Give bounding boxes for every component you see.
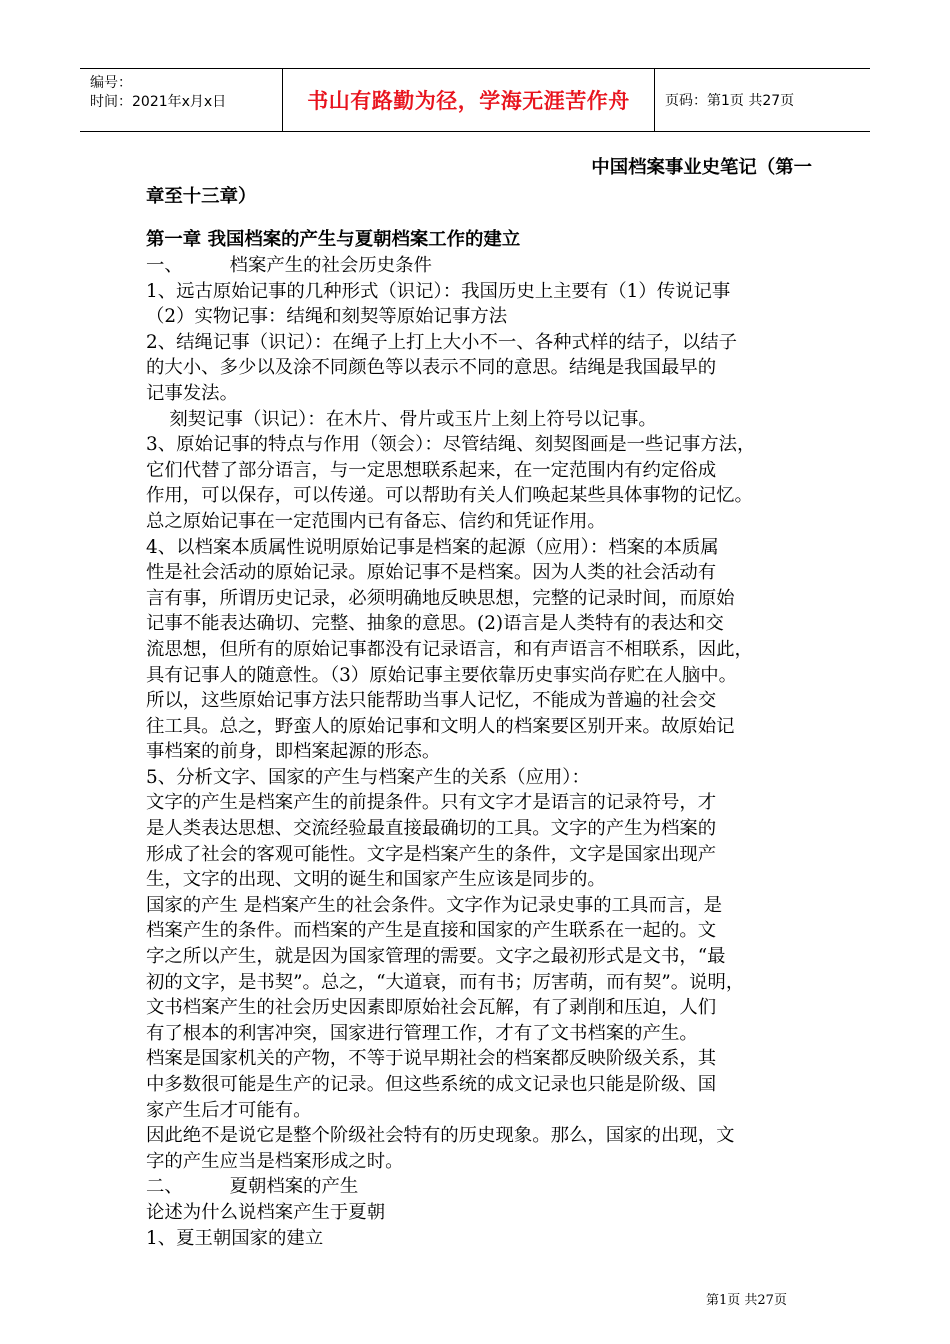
text-line: 流思想，但所有的原始记事都没有记录语言，和有声语言不相联系，因此， <box>146 638 753 660</box>
text-line: （2）实物记事：结绳和刻契等原始记事方法 <box>146 306 508 328</box>
document-body <box>146 153 812 1251</box>
text-line: 因此绝不是说它是整个阶级社会特有的历史现象。那么，国家的出现，文 <box>146 1125 735 1147</box>
doc-title-line2: 章至十三章） <box>146 186 257 207</box>
doc-title-line1: 中国档案事业史笔记（第一 <box>591 157 812 178</box>
number-label: 编号： <box>90 75 132 91</box>
text-line: 论述为什么说档案产生于夏朝 <box>146 1201 386 1223</box>
motto: 书山有路勤为径，学海无涯苦作舟 <box>282 69 655 131</box>
page-footer: 第1页 共27页 <box>706 1293 787 1308</box>
time-label: 时间：2021年x月x日 <box>90 94 227 110</box>
text-line: 3、原始记事的特点与作用（领会）：尽管结绳、刻契图画是一些记事方法， <box>146 434 756 456</box>
text-line: 具有记事人的随意性。（3）原始记事主要依靠历史事实尚存贮在人脑中。 <box>146 664 738 686</box>
text-line: 文字的产生是档案产生的前提条件。只有文字才是语言的记录符号，才 <box>146 792 717 814</box>
spacer <box>146 211 812 227</box>
page-header <box>80 68 870 132</box>
text-line: 它们代替了部分语言，与一定思想联系起来，在一定范围内有约定俗成 <box>146 459 717 481</box>
text-line: 二、 夏朝档案的产生 <box>146 1176 359 1198</box>
text-line: 5、分析文字、国家的产生与档案产生的关系（应用）： <box>146 766 590 788</box>
chapter-title: 第一章 我国档案的产生与夏朝档案工作的建立 <box>146 229 521 250</box>
text-line: 1、远古原始记事的几种形式（识记）：我国历史上主要有（1）传说记事 <box>146 280 731 302</box>
text-line: 1、夏王朝国家的建立 <box>146 1227 324 1249</box>
text-line: 一、 档案产生的社会历史条件 <box>146 255 432 276</box>
page-info: 页码：第1页 共27页 <box>665 93 795 109</box>
text-line: 记事不能表达确切、完整、抽象的意思。(2)语言是人类特有的表达和交 <box>146 613 724 635</box>
text-line: 字之所以产生，就是因为国家管理的需要。文字之最初形式是文书，“最 <box>146 946 726 968</box>
text-line: 往工具。总之，野蛮人的原始记事和文明人的档案要区别开来。故原始记 <box>146 715 735 737</box>
text-line: 事档案的前身，即档案起源的形态。 <box>146 741 441 763</box>
text-line: 言有事，所谓历史记录，必须明确地反映思想，完整的记录时间，而原始 <box>146 587 735 609</box>
paragraph-lines <box>146 253 812 1251</box>
text-line: 中多数很可能是生产的记录。但这些系统的成文记录也只能是阶级、国 <box>146 1074 717 1095</box>
text-line: 记事发法。 <box>146 382 238 404</box>
text-line: 生，文字的出现、文明的诞生和国家产生应该是同步的。 <box>146 869 606 891</box>
text-line: 是人类表达思想、交流经验最直接最确切的工具。文字的产生为档案的 <box>146 818 717 840</box>
text-line: 有了根本的利害冲突，国家进行管理工作，才有了文书档案的产生。 <box>146 1022 698 1044</box>
text-line: 2、结绳记事（识记）：在绳子上打上大小不一、各种式样的结子，以结子 <box>146 331 738 353</box>
text-line: 4、以档案本质属性说明原始记事是档案的起源（应用）：档案的本质属 <box>146 536 719 558</box>
text-line: 国家的产生 是档案产生的社会条件。文字作为记录史事的工具而言，是 <box>146 894 722 916</box>
text-line: 刻契记事（识记）：在木片、骨片或玉片上刻上符号以记事。 <box>146 408 657 430</box>
text-line: 总之原始记事在一定范围内已有备忘、信约和凭证作用。 <box>146 510 606 532</box>
text-line: 形成了社会的客观可能性。文字是档案产生的条件，文字是国家出现产 <box>146 843 717 865</box>
text-line: 性是社会活动的原始记录。原始记事不是档案。因为人类的社会活动有 <box>146 562 717 584</box>
text-line: 的大小、多少以及涂不同颜色等以表示不同的意思。结绳是我国最早的 <box>146 357 717 379</box>
text-line: 初的文字，是书契”。总之，“大道衰，而有书；厉害萌，而有契”。说明， <box>146 971 745 993</box>
text-line: 所以，这些原始记事方法只能帮助当事人记忆，不能成为普遍的社会交 <box>146 690 717 712</box>
header-meta <box>80 69 282 131</box>
text-line: 字的产生应当是档案形成之时。 <box>146 1150 404 1172</box>
text-line: 文书档案产生的社会历史因素即原始社会瓦解，有了剥削和压迫，人们 <box>146 997 717 1019</box>
text-line: 作用，可以保存，可以传递。可以帮助有关人们唤起某些具体事物的记忆。 <box>146 485 753 507</box>
text-line: 档案是国家机关的产物，不等于说早期社会的档案都反映阶级关系，其 <box>146 1048 717 1070</box>
text-line: 档案产生的条件。而档案的产生是直接和国家的产生联系在一起的。文 <box>146 920 717 942</box>
text-line: 家产生后才可能有。 <box>146 1099 312 1121</box>
